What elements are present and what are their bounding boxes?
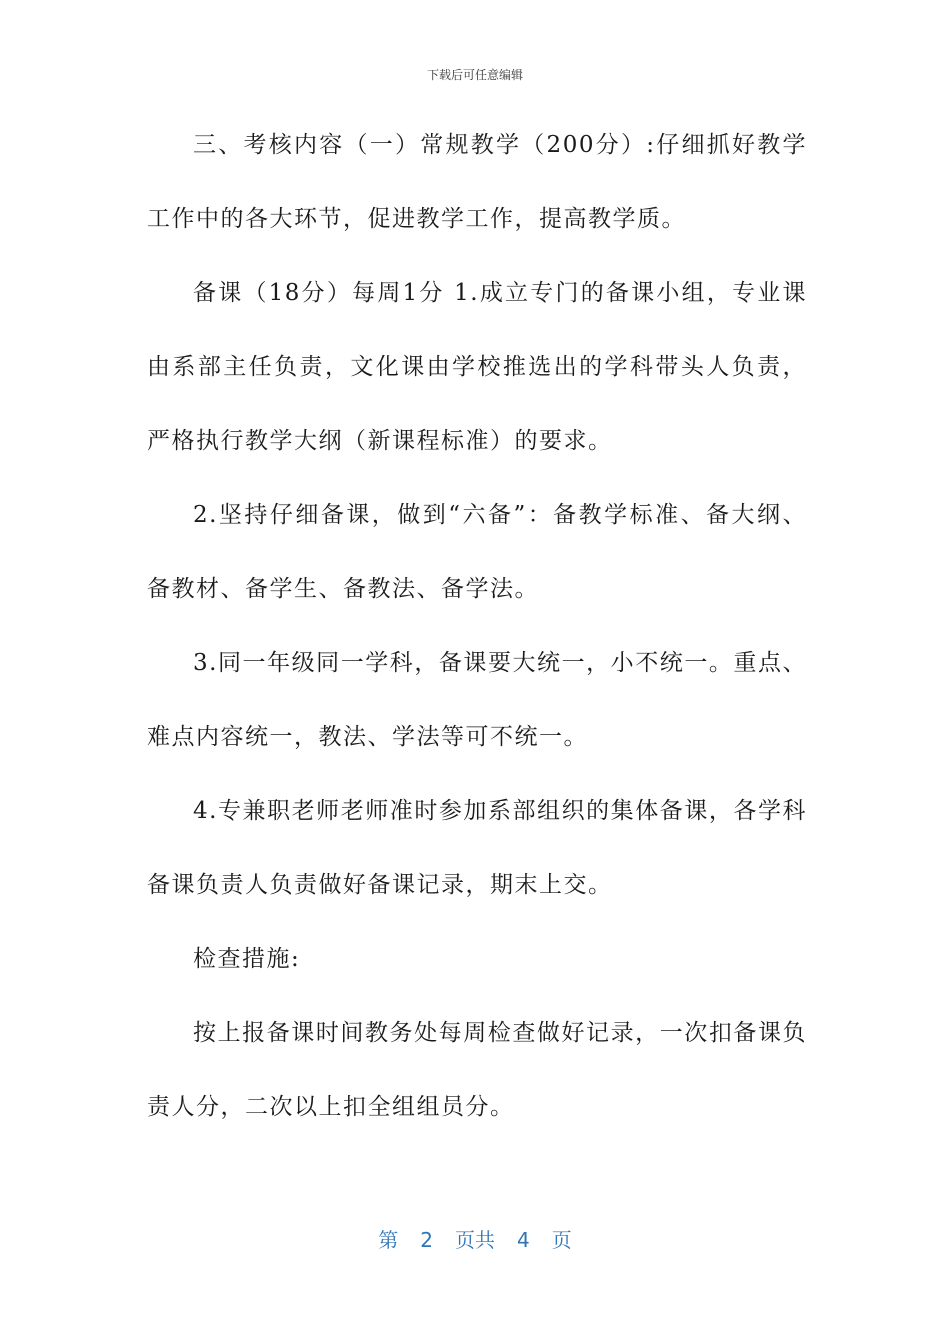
paragraph-inspection-measures: 按上报备课时间教务处每周检查做好记录，一次扣备课负责人分，二次以上扣全组组员分。 — [147, 1020, 807, 1120]
current-page-number: 2 — [420, 1228, 433, 1252]
paragraph-inspection-heading: 检查措施: — [193, 946, 301, 972]
paragraph-lesson-prep-3: 3.同一年级同一学科，备课要大统一，小不统一。重点、难点内容统一，教法、学法等可不统一。 — [147, 650, 807, 750]
total-pages-number: 4 — [517, 1228, 530, 1252]
footer-suffix: 页 — [551, 1228, 572, 1252]
download-note: 下载后可任意编辑 — [426, 68, 523, 82]
paragraph-assessment-content: 三、考核内容（一）常规教学（200分）:仔细抓好教学工作中的各大环节，促进教学工作，提高教学质。 — [147, 132, 807, 232]
paragraph-lesson-prep-1: 备课（18分）每周1分 1.成立专门的备课小组，专业课由系部主任负责，文化课由学校推选出的学科带头人负责，严格执行教学大纲（新课程标准）的要求。 — [147, 280, 807, 454]
paragraph-lesson-prep-4: 4.专兼职老师老师准时参加系部组织的集体备课，各学科备课负责人负责做好备课记录，期末上交。 — [147, 798, 807, 898]
paragraph-lesson-prep-2: 2.坚持仔细备课，做到“六备”：备教学标准、备大纲、备教材、备学生、备教法、备学法。 — [147, 502, 807, 602]
document-body — [147, 108, 807, 1144]
footer-mid: 页共 — [455, 1228, 495, 1252]
footer-prefix: 第 — [378, 1228, 399, 1252]
page-number-footer — [0, 1224, 950, 1253]
